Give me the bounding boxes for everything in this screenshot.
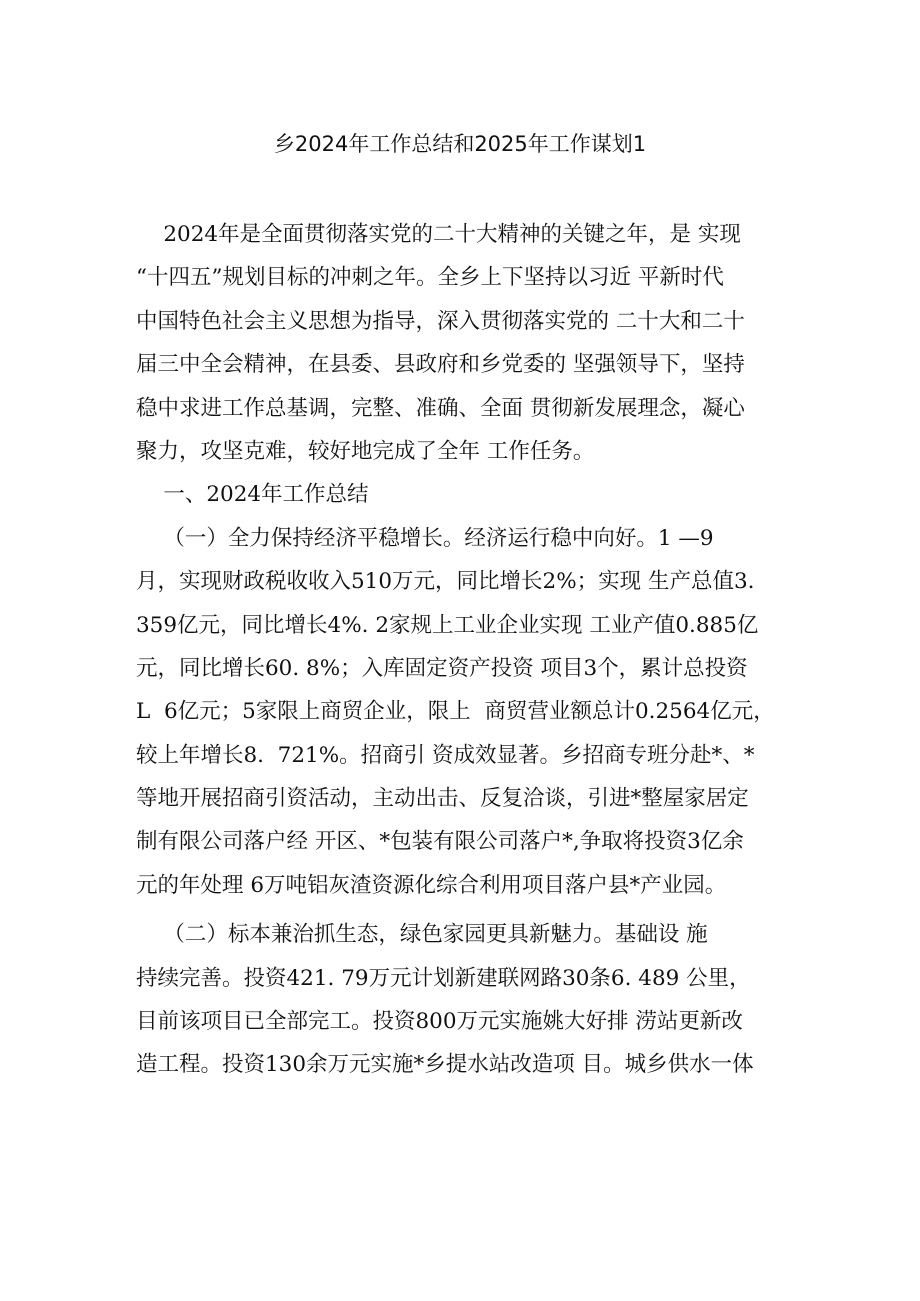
text-line: L 6亿元；5家限上商贸企业，限上 商贸营业额总计0.2564亿元，: [136, 699, 775, 725]
section-heading-text: 一、2024年工作总结: [136, 482, 369, 508]
text-line: 359亿元，同比增长4%. 2家规上工业企业实现 工业产值0.885亿: [136, 612, 759, 638]
text-line: 元，同比增长60. 8%；入库固定资产投资 项目3个，累计总投资: [136, 655, 748, 681]
text-line: 月，实现财政税收收入510万元，同比增长2%；实现 生产总值3.: [136, 569, 755, 595]
text-line: 稳中求进工作总基调，完整、准确、全面 贯彻新发展理念，凝心: [136, 395, 745, 421]
ecology-paragraph: [136, 913, 798, 1087]
text-line: “十四五”规划目标的冲刺之年。全乡上下坚持以习近 平新时代: [136, 265, 724, 291]
text-line: 较上年增长8. 721%。招商引 资成效显著。乡招商专班分赴*、*: [136, 742, 755, 768]
text-line: （二）标本兼治抓生态，绿色家园更具新魅力。基础设 施: [136, 922, 708, 948]
intro-paragraph: [136, 213, 798, 473]
text-line: 持续完善。投资421. 79万元计划新建联网路30条6. 489 公里，: [136, 965, 751, 991]
section-heading: [136, 473, 798, 516]
text-line: 制有限公司落户经 开区、*包装有限公司落户*,争取将投资3亿余: [136, 829, 744, 855]
text-line: 造工程。投资130余万元实施*乡提水站改造项 目。城乡供水一体: [136, 1052, 754, 1078]
text-line: （一）全力保持经济平稳增长。经济运行稳中向好。1 —9: [136, 525, 714, 551]
document-title: 乡2024年工作总结和2025年工作谋划1: [273, 132, 647, 156]
economy-paragraph: [136, 517, 798, 908]
text-line: 目前该项目已全部完工。投资800万元实施姚大好排 涝站更新改: [136, 1009, 743, 1035]
text-line: 等地开展招商引资活动，主动出击、反复洽谈，引进*整屋家居定: [136, 786, 749, 812]
text-line: 2024年是全面贯彻落实党的二十大精神的关键之年，是 实现: [136, 222, 741, 247]
text-line: 聚力，攻坚克难，较好地完成了全年 工作任务。: [136, 438, 595, 464]
text-line: 届三中全会精神，在县委、县政府和乡党委的 坚强领导下，坚持: [136, 352, 745, 378]
document-body: [136, 213, 798, 1087]
text-line: 中国特色社会主义思想为指导，深入贯彻落实党的 二十大和二十: [136, 308, 745, 334]
text-line: 元的年处理 6万吨铝灰渣资源化综合利用项目落户县*产业园。: [136, 872, 727, 898]
